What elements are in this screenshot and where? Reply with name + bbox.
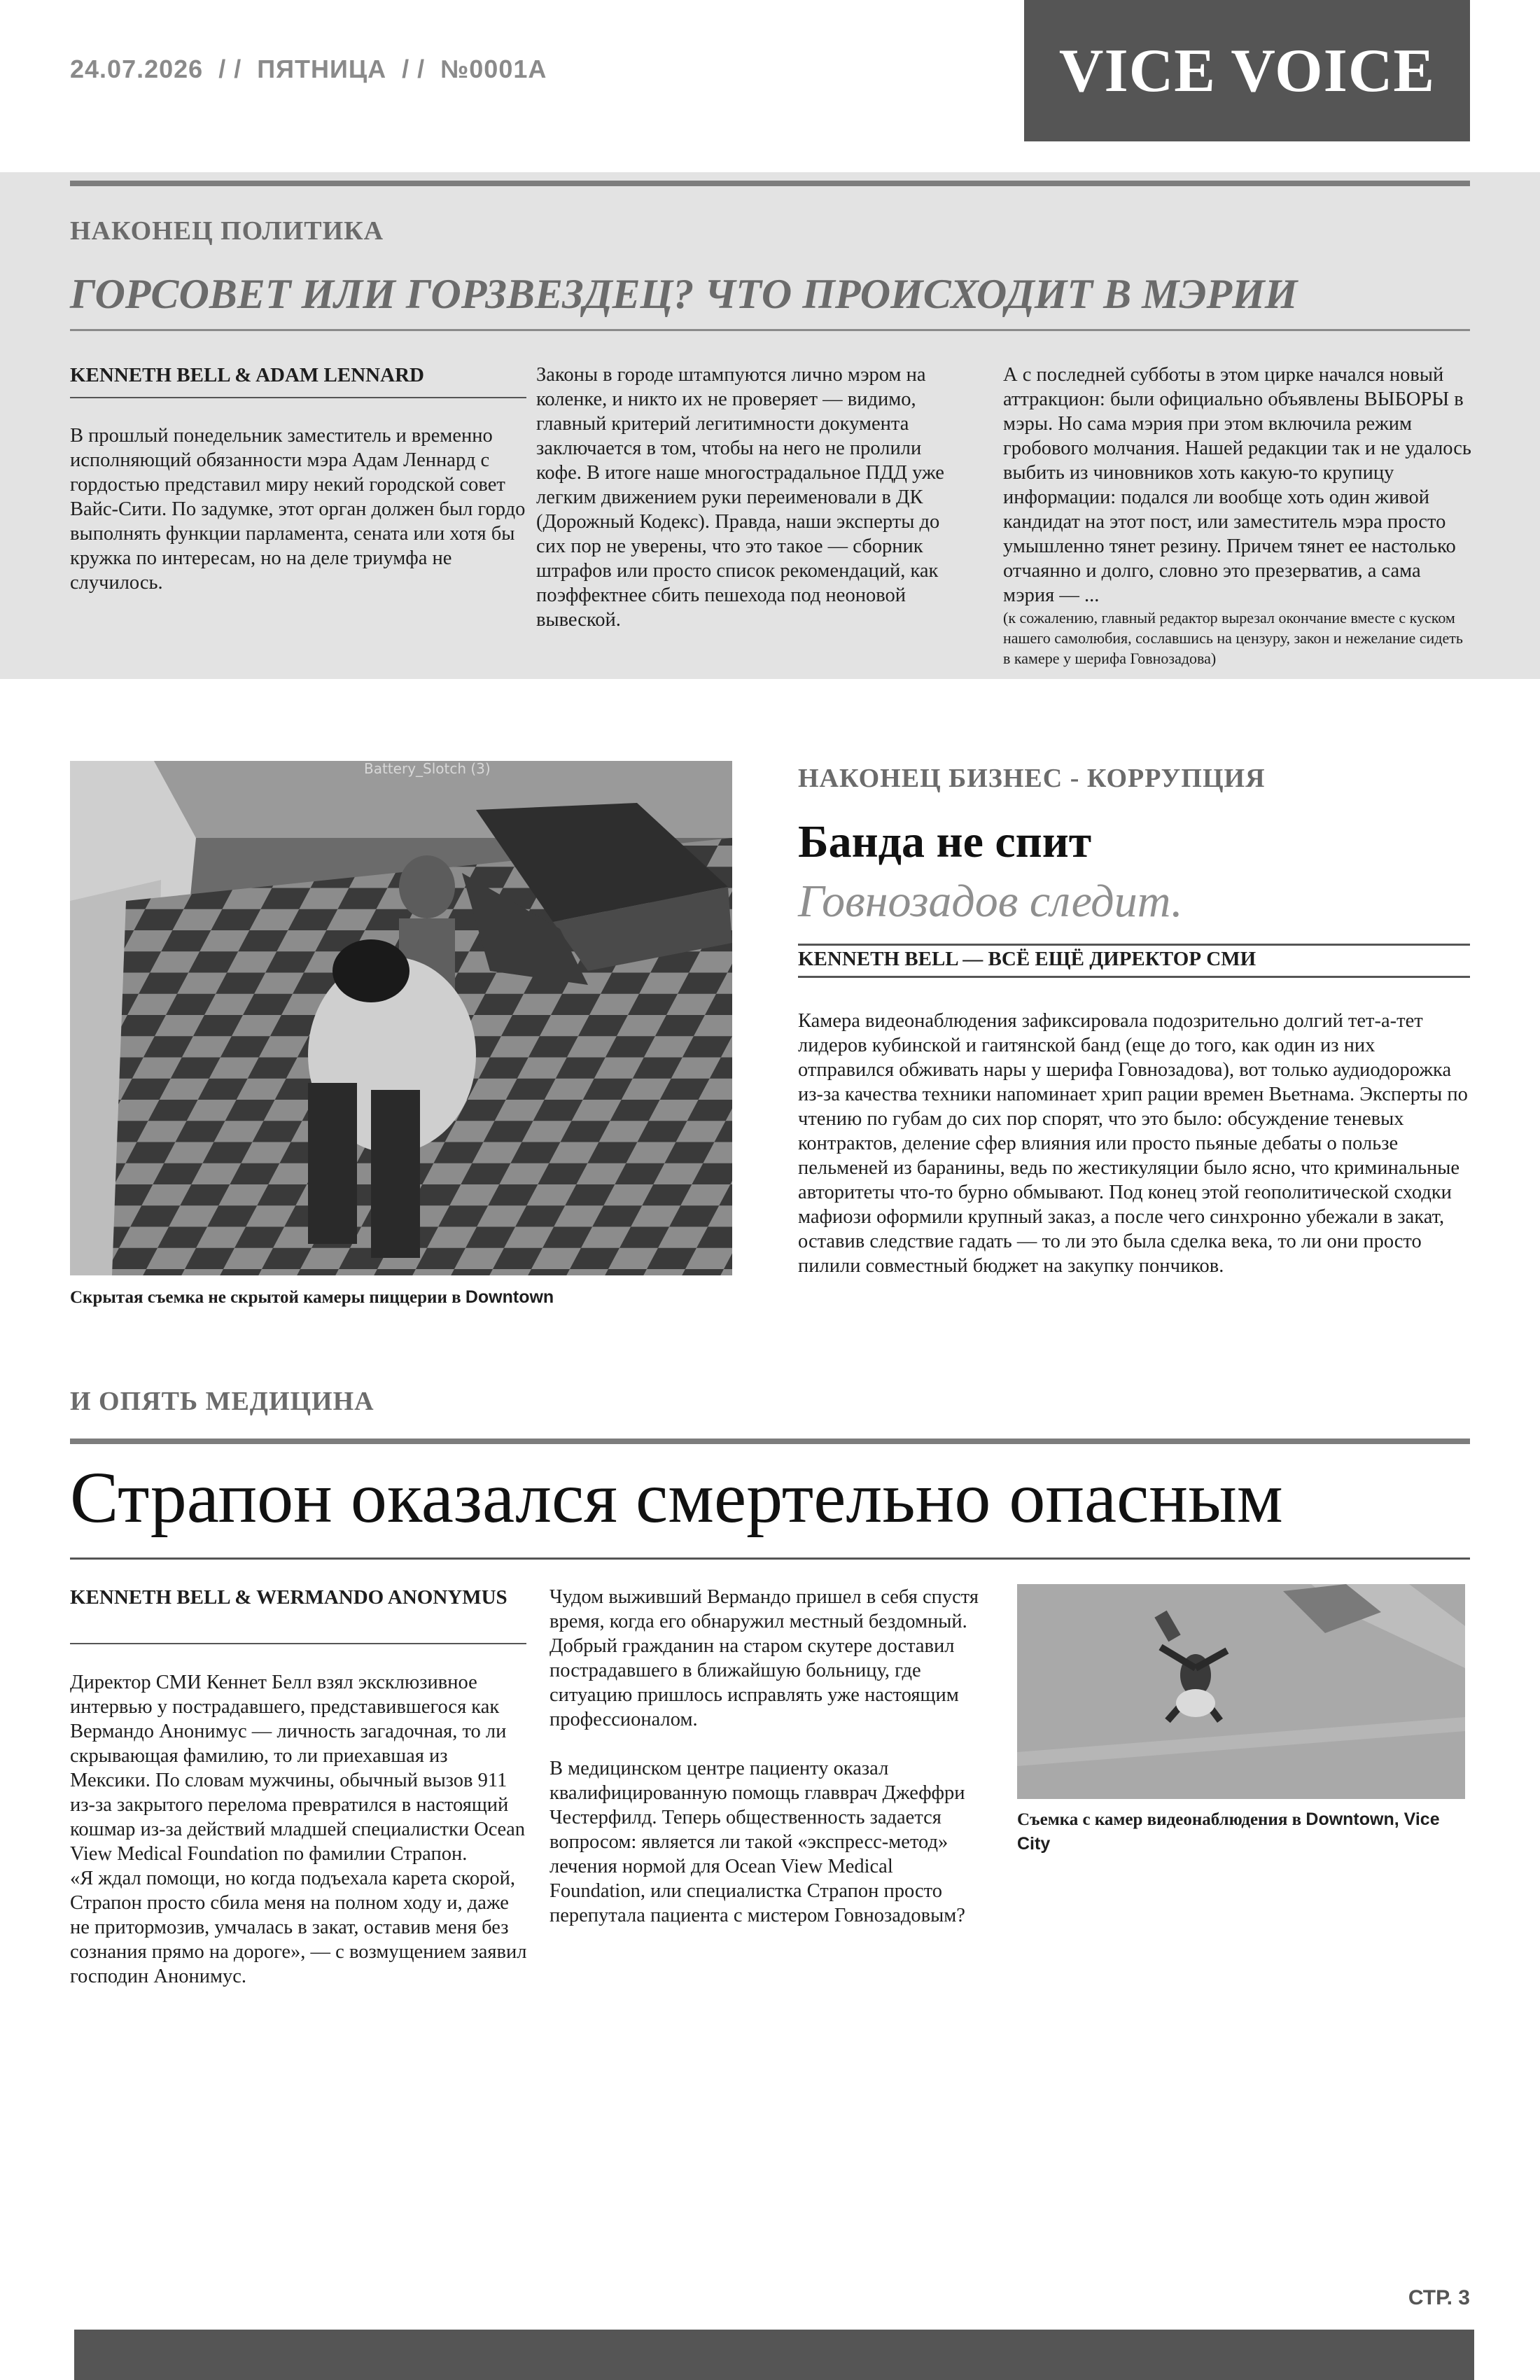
street-caption-place: Downtown, Vice City [1017,1809,1440,1854]
dateline [70,55,547,84]
medicine-rule-bottom [70,1558,1470,1560]
politics-column-3 [1003,363,1472,668]
pizzeria-photo-caption [70,1285,735,1310]
byline-rule [70,397,526,398]
medicine-rule-top [70,1438,1470,1444]
medicine-byline: KENNETH BELL & WERMANDO ANONYMUS [70,1586,507,1609]
pizzeria-scene-illustration [70,761,732,1275]
headline-rule [70,329,1470,331]
street-cctv-photo [1017,1584,1465,1799]
medicine-column-2-p2: В медицинском центре пациенту оказал квалифицированную помощь главврач Джеффри Честерфилд. Теперь общественность задается вопросом: является ли такой «экспресс-метод» лечения нормой для Ocean View Medical Foundation, или специалистка Страпон просто перепутала пациента с мистером Говнозадовым? [550,1758,965,1926]
dateline-separator: / / [402,55,426,83]
medicine-column-1-p1: Директор СМИ Кеннет Белл взял эксклюзивное интервью у пострадавшего, представившегося как Вермандо Анонимус — личность загадочная, то ли скрывающая фамилию, то ли приехавшая из Мексики. По словам мужчины, обычный вызов 911 из-за закрытого перелома превратился в настоящий кошмар из-за действий младшей специалистки Ocean View Medical Foundation по фамилии Страпон. [70,1672,526,1865]
medicine-byline-rule [70,1643,526,1644]
medicine-column-1-p2: «Я ждал помощи, но когда подъехала карета скорой, Страпон просто сбила меня на полном ходу и, даже не притормозив, умчалась в закат, оставив меня без сознания прямо на дороге», — с возмущением заявил господин Анонимус. [70,1868,527,1987]
business-byline: KENNETH BELL — ВСЁ ЕЩЁ ДИРЕКТОР СМИ [798,948,1256,970]
medicine-column-2 [550,1585,990,1928]
medicine-column-2-p1: Чудом выживший Вермандо пришел в себя спустя время, когда его обнаружил местный бездомный. Добрый гражданин на старом скутере доставил пострадавшего в ближайшую больницу, где ситуацию пришлось исправлять уже настоящим профессионалом. [550,1586,979,1730]
pizzeria-cctv-photo [70,761,732,1275]
issue-weekday: ПЯТНИЦА [257,55,387,83]
business-kicker: НАКОНЕЦ БИЗНЕС - КОРРУПЦИЯ [798,764,1266,793]
section-rule [70,181,1470,186]
politics-byline: KENNETH BELL & ADAM LENNARD [70,364,424,386]
dateline-separator: / / [218,55,242,83]
player-tag-overlay: Battery_Slotch (3) [364,761,491,777]
politics-column-1: В прошлый понедельник заместитель и временно исполняющий обязанности мэра Адам Леннард с гордостью представил миру некий городской совет Вайс-Сити. По задумке, этот орган должен был гордо выполнять функции парламента, сената или хотя бы кружка по интересам, но на деле триумфа не случилось. [70,425,526,594]
business-subheadline: Говнозадов следит. [798,876,1183,927]
photo-caption-place: Downtown [465,1287,554,1307]
business-rule-bottom [798,976,1470,978]
issue-date: 24.07.2026 [70,55,204,83]
politics-column-2: Законы в городе штампуются лично мэром на коленке, и никто их не проверяет — видимо, главный критерий легитимности документа заключается в том, чтобы на него не пролили кофе. В итоге наше многострадальное ПДД уже легким движением руки переименовали в ДК (Дорожный Кодекс). Правда, наши эксперты до сих пор не уверены, что это такое — сборник штрафов или просто список рекомендаций, как поэффектнее сбить пешехода под неоновой вывеской. [536,364,944,631]
medicine-column-1 [70,1670,532,1989]
politics-headline: ГОРСОВЕТ ИЛИ ГОРЗВЕЗДЕЦ? ЧТО ПРОИСХОДИТ В МЭРИИ [70,271,1298,317]
footer-bar [74,2330,1474,2380]
business-body: Камера видеонаблюдения зафиксировала подозрительно долгий тет-а-тет лидеров кубинской и гаитянской банд (еще до того, как один из них отправился обживать нары у шерифа Говнозадова), вот только аудиодорожка из-за качества техники напоминает хрип рации времен Вьетнама. Эксперты по чтению по губам до сих пор спорят, что это было: обсуждение теневых контрактов, деление сфер влияния или просто пьяные дебаты о пользе пельменей из баранины, ведь по жестикуляции было ясно, что криминальные авторитеты что-то бурно обмывают. Под конец этой геополитической сходки мафиози оформили крупный заказ, а после чего синхронно убежали в закат, оставив следствие гадать — то ли это была сделка века, то ли они просто пилили совместный бюджет на закупку пончиков. [798,1010,1468,1277]
medicine-kicker: И ОПЯТЬ МЕДИЦИНА [70,1387,374,1416]
page-number: СТР. 3 [1408,2286,1470,2309]
business-headline: Банда не спит [798,816,1092,867]
street-scene-illustration [1017,1584,1465,1799]
business-rule-top [798,944,1470,946]
photo-caption-text: Скрытая съемка не скрытой камеры пиццерии в [70,1288,461,1307]
street-caption-text: Съемка с камер видеонаблюдения в [1017,1810,1302,1829]
issue-number: №0001A [440,55,547,83]
politics-column-3-text: А с последней субботы в этом цирке начался новый аттракцион: были официально объявлены ВЫБОРЫ в мэры. Но сама мэрия при этом включила режим гробового молчания. Нашей редакции так и не удалось выбить из чиновников хоть какую-то крупицу информации: подался ли вообще хоть один живой кандидат на этот пост, или заместитель мэра просто умышленно тянет резину. Причем тянет ее настолько отчаянно и долго, словно это презерватив, а сама мэрия — ... [1003,364,1471,606]
street-photo-caption [1017,1807,1469,1856]
medicine-headline: Страпон оказался смертельно опасным [70,1457,1283,1538]
editor-note: (к сожалению, главный редактор вырезал окончание вместе с куском нашего самолюбия, сославшись на цензуру, закон и нежелание сидеть в камере у шерифа Говнозадова) [1003,609,1463,667]
masthead: VICE VOICE [1024,0,1470,141]
politics-kicker: НАКОНЕЦ ПОЛИТИКА [70,216,384,246]
